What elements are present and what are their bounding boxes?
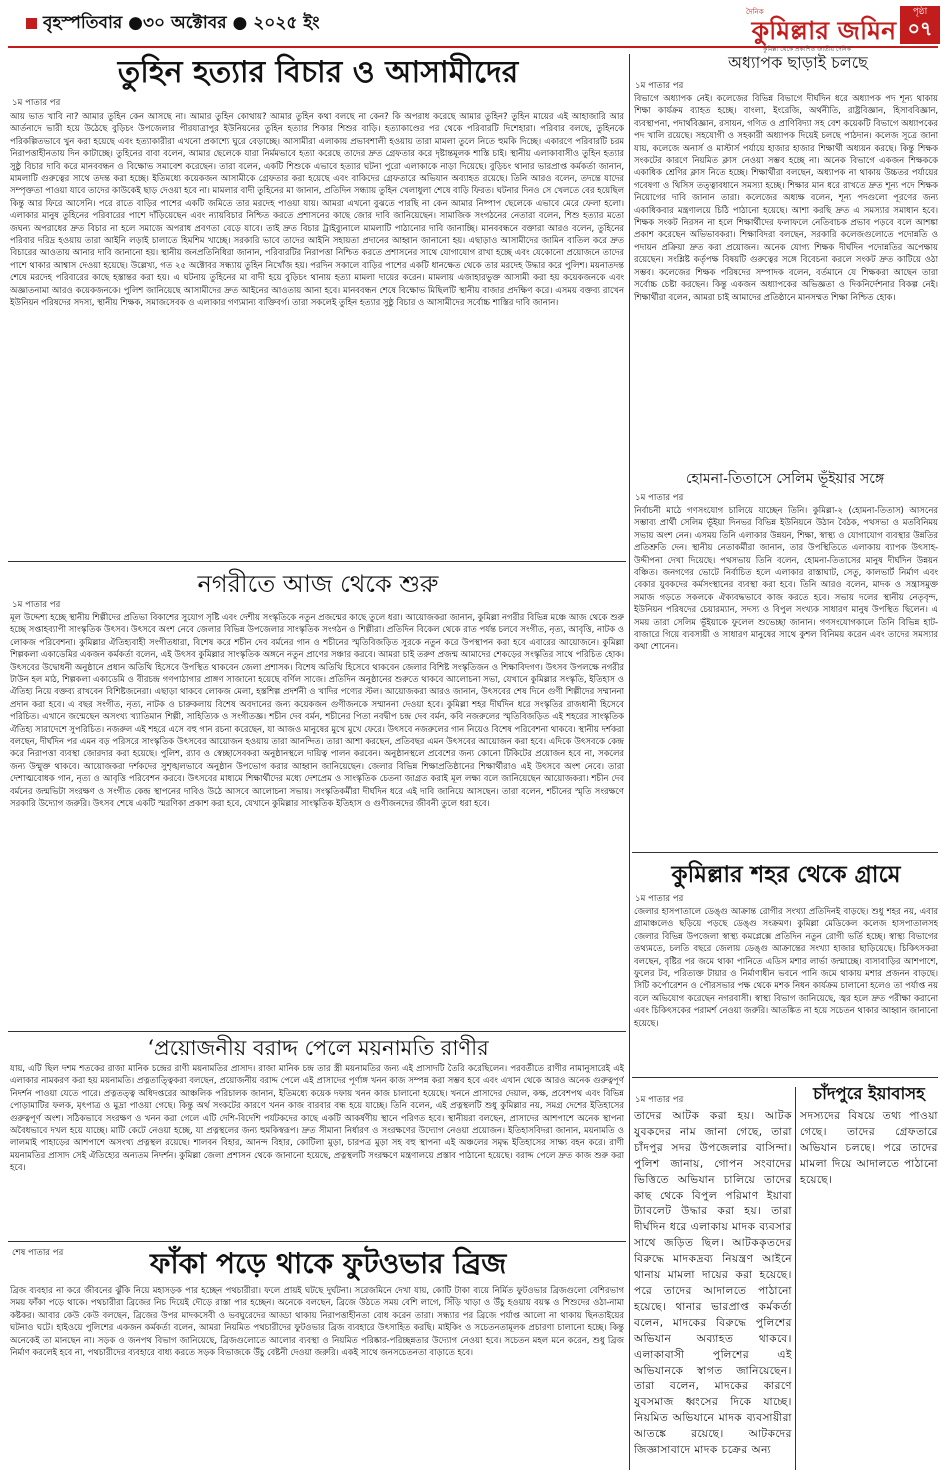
article-3-headline: ‘প্রয়োজনীয় বরাদ্দ পেলে ময়নামতি রাণীর	[147, 1036, 489, 1060]
article-5-headline: অধ্যাপক ছাড়াই চলছে	[728, 53, 868, 72]
article-6-body: নির্বাচনী মাঠে গণসংযোগ চালিয়ে যাচ্ছেন তিনি। কুমিল্লা-২ (হোমনা-তিতাস) আসনের সম্ভাব্য প্রার্থী সেলিম ভূঁইয়া দিনভর বিভিন্ন ইউনিয়নে উঠান বৈঠক, পথসভা ও মতবিনিময় সভায় অংশ নেন। এসময় তিনি এলাকার উন্নয়ন, শিক্ষা, স্বাস্থ্য ও যোগাযোগ ব্যবস্থার উন্নতির প্রতিশ্রুতি দেন। স্থানীয় নেতাকর্মীরা জানান, তার উপস্থিতিতে এলাকায় ব্যাপক উৎসাহ-উদ্দীপনা দেখা দিয়েছে। পথসভায় তিনি বলেন, হোমনা-তিতাসের মানুষ দীর্ঘদিন উন্নয়ন বঞ্চিত। জনগণের ভোটে নির্বাচিত হলে এলাকার রাস্তাঘাট, সেতু, কালভার্ট নির্মাণ এবং বেকার যুবকদের কর্মসংস্থানের ব্যবস্থা করা হবে। তিনি আরও বলেন, মাদক ও সন্ত্রাসমুক্ত সমাজ গড়তে সকলকে ঐক্যবদ্ধভাবে কাজ করতে হবে। সভায় দলের স্থানীয় নেতৃবৃন্দ, ইউনিয়ন পরিষদের চেয়ারম্যান, সদস্য ও বিপুল সংখ্যক সাধারণ মানুষ উপস্থিত ছিলেন। এ সময় তারা সেলিম ভূঁইয়াকে ফুলেল শুভেচ্ছা জানান। গণসংযোগকালে তিনি বিভিন্ন হাট-বাজারে গিয়ে ব্যবসায়ী ও সাধারণ মানুষের সাথে কুশল বিনিময় করেন এবং তাদের সমস্যার কথা শোনেন।	[634, 506, 938, 653]
page-number: ০৭	[907, 18, 933, 40]
masthead	[718, 6, 896, 53]
page-label: পৃষ্ঠা	[912, 7, 928, 17]
section-divider	[8, 561, 626, 562]
masthead-title: কুমিল্লার জমিন	[751, 16, 896, 45]
article-8-body-right: সদস্যদের বিষয়ে তথ্য পাওয়া গেছে। তাদের গ্রেফতারে অভিযান চলছে। পরে তাদের মামলা দিয়ে আদালতে পাঠানো হয়েছে।	[800, 1110, 938, 1186]
article-8-continued-label: ১ম পাতার পর	[635, 1095, 684, 1105]
section-divider	[632, 1077, 938, 1078]
masthead-prefix: দৈনিক	[746, 8, 764, 16]
article-6-headline: হোমনা-তিতাসে সেলিম ভূঁইয়ার সঙ্গে	[685, 471, 885, 487]
article-5-body: বিভাগে অধ্যাপক নেই। কলেজের বিভিন্ন বিভাগে দীর্ঘদিন ধরে অধ্যাপক পদ শূন্য থাকায় শিক্ষা কার্যক্রম ব্যাহত হচ্ছে। বাংলা, ইংরেজি, অর্থনীতি, রাষ্ট্রবিজ্ঞান, হিসাববিজ্ঞান, ব্যবস্থাপনা, পদার্থবিজ্ঞান, রসায়ন, গণিত ও প্রাণিবিদ্যা সহ বেশ কয়েকটি বিভাগে অধ্যাপকের পদ খালি রয়েছে। সহযোগী ও সহকারী অধ্যাপক দিয়েই চলছে পাঠদান। কলেজ সূত্রে জানা যায়, কলেজে অনার্স ও মাস্টার্স পর্যায়ে হাজার হাজার শিক্ষার্থী অধ্যয়ন করছে। কিন্তু শিক্ষক সংকটের কারণে নিয়মিত ক্লাস নেওয়া সম্ভব হচ্ছে না। অনেক বিভাগে একজন শিক্ষককে একাধিক শ্রেণির ক্লাস নিতে হচ্ছে। শিক্ষার্থীরা বলছেন, অধ্যাপক না থাকায় উচ্চতর পর্যায়ের গবেষণা ও থিসিস তত্ত্বাবধানে সমস্যা হচ্ছে। শিক্ষার মান ধরে রাখতে দ্রুত শূন্য পদে শিক্ষক নিয়োগের দাবি জানান তারা। কলেজের অধ্যক্ষ বলেন, শূন্য পদগুলো পূরণের জন্য একাধিকবার মন্ত্রণালয়ে চিঠি পাঠানো হয়েছে। আশা করছি দ্রুত এ সমস্যার সমাধান হবে। শিক্ষক সংকট নিরসন না হলে শিক্ষার্থীদের ফলাফলে নেতিবাচক প্রভাব পড়বে বলে আশঙ্কা প্রকাশ করেছেন অভিভাবকরা। শিক্ষাবিদরা বলছেন, সরকারি কলেজগুলোতে পদোন্নতি ও পদায়ন প্রক্রিয়া দ্রুত করা প্রয়োজন। অনেক যোগ্য শিক্ষক দীর্ঘদিন পদোন্নতির অপেক্ষায় রয়েছেন। সংশ্লিষ্ট কর্তৃপক্ষ বিষয়টি গুরুত্বের সঙ্গে বিবেচনা করলে সংকট দ্রুত কাটিয়ে ওঠা সম্ভব। কলেজের শিক্ষক পরিষদের সম্পাদক বলেন, বর্তমানে যে শিক্ষকরা আছেন তারা সর্বোচ্চ চেষ্টা করছেন। কিন্তু একজন অধ্যাপকের অভিজ্ঞতা ও দিকনির্দেশনার বিকল্প নেই। শিক্ষার্থীরা বলেন, আমরা চাই আমাদের প্রতিষ্ঠানে মানসম্মত শিক্ষা নিশ্চিত হোক।	[634, 94, 938, 303]
article-1-headline: তুহিন হত্যার বিচার ও আসামীদের	[117, 55, 519, 90]
issue-date	[26, 10, 320, 38]
article-8-headline: চাঁদপুরে ইয়াবাসহ	[813, 1084, 925, 1103]
article-6-continued-label: ১ম পাতার পর	[635, 493, 684, 503]
article-5-continued-label: ১ম পাতার পর	[635, 81, 684, 91]
article-4-headline: ফাঁকা পড়ে থাকে ফুটওভার ব্রিজ	[150, 1247, 507, 1280]
article-1-continued-label: ১ম পাতার পর	[12, 98, 61, 108]
red-square-icon	[26, 18, 37, 29]
page-number-box	[900, 6, 940, 44]
section-divider	[632, 852, 938, 853]
article-7-headline: কুমিল্লার শহর থেকে গ্রামে	[671, 861, 901, 888]
article-7-body: জেলার হাসপাতালে ডেঙ্গু আক্রান্ত রোগীর সংখ্যা প্রতিদিনই বাড়ছে। শুধু শহর নয়, এবার গ্রামাঞ্চলেও ছড়িয়ে পড়ছে ডেঙ্গু সংক্রমণ। কুমিল্লা মেডিকেল কলেজ হাসপাতালসহ জেলার বিভিন্ন উপজেলা স্বাস্থ্য কমপ্লেক্সে প্রতিদিন নতুন রোগী ভর্তি হচ্ছে। স্বাস্থ্য বিভাগের তথ্যমতে, চলতি বছরে জেলায় ডেঙ্গু আক্রান্তের সংখ্যা হাজার ছাড়িয়েছে। চিকিৎসকরা বলছেন, বৃষ্টির পর জমে থাকা পানিতে এডিস মশার লার্ভা জন্মাচ্ছে। বাসাবাড়ির আশপাশে, ফুলের টব, পরিত্যক্ত টায়ার ও নির্মাণাধীন ভবনে পানি জমে থাকায় মশার প্রজনন বাড়ছে। সিটি কর্পোরেশন ও পৌরসভার পক্ষ থেকে মশক নিধন কার্যক্রম চালানো হলেও তা পর্যাপ্ত নয় বলে অভিযোগ করেছেন নগরবাসী। স্বাস্থ্য বিভাগ জানিয়েছে, জ্বর হলে দ্রুত পরীক্ষা করানো এবং চিকিৎসকের পরামর্শ নেওয়া জরুরি। আতঙ্কিত না হয়ে সচেতন থাকার আহ্বান জানানো হয়েছে।	[634, 907, 938, 1029]
article-3-body: যায়, এটি ছিল দশম শতকের রাজা মানিক চন্দ্রের রাণী ময়নামতির প্রাসাদ। রাজা মানিক চন্দ্র তার স্ত্রী ময়নামতির জন্য এই প্রাসাদটি তৈরি করেছিলেন। পরবর্তীতে রাণীর নামানুসারেই এই এলাকার নামকরণ করা হয় ময়নামতি। প্রত্নতাত্ত্বিকরা বলছেন, প্রয়োজনীয় বরাদ্দ পেলে এই প্রাসাদের পূর্ণাঙ্গ খনন কাজ সম্পন্ন করা সম্ভব হবে এবং এখান থেকে আরও অনেক গুরুত্বপূর্ণ নিদর্শন পাওয়া যেতে পারে। প্রত্নতত্ত্ব অধিদপ্তরের আঞ্চলিক পরিচালক জানান, ইতিমধ্যে কয়েক দফায় খনন কাজ চালানো হয়েছে। খননে প্রাসাদের দেয়াল, কক্ষ, প্রবেশপথ এবং বিভিন্ন পোড়ামাটির ফলক, মৃৎপাত্র ও মুদ্রা পাওয়া গেছে। কিন্তু অর্থ সংকটের কারণে খনন কাজ বারবার বন্ধ হয়ে যাচ্ছে। তিনি বলেন, এই প্রত্নস্থলটি শুধু কুমিল্লার নয়, সমগ্র দেশের ইতিহাসের গুরুত্বপূর্ণ অংশ। সঠিকভাবে সংরক্ষণ ও খনন করা গেলে এটি দেশি-বিদেশি পর্যটকদের কাছে একটি আকর্ষণীয় স্থানে পরিণত হবে। স্থানীয়রা বলছেন, প্রাসাদের আশপাশে অনেক স্থাপনা অবৈধভাবে দখল হয়ে যাচ্ছে। মাটি কেটে নেওয়া হচ্ছে, যা প্রত্নস্থলের জন্য হুমকিস্বরূপ। দ্রুত সীমানা নির্ধারণ ও সংরক্ষণের উদ্যোগ নেওয়া প্রয়োজন। ইতিহাসবিদরা জানান, ময়নামতি ও লালমাই পাহাড়ের আশপাশে অসংখ্য প্রত্নস্থল রয়েছে। শালবন বিহার, আনন্দ বিহার, কোটিলা মুড়া, চারপত্র মুড়া সহ বহু স্থাপনা এই অঞ্চলের সমৃদ্ধ ইতিহাসের সাক্ষ্য বহন করে। রাণী ময়নামতির প্রাসাদ সেই ঐতিহ্যের অন্যতম নিদর্শন। কুমিল্লা জেলা প্রশাসন থেকে জানানো হয়েছে, প্রত্নস্থলটি সংরক্ষণে মন্ত্রণালয়ে প্রস্তাব পাঠানো হয়েছে। বরাদ্দ পেলে দ্রুত কাজ শুরু করা হবে।	[10, 1064, 624, 1174]
article-7-continued-label: ১ম পাতার পর	[635, 894, 684, 904]
article-2-continued-label: ১ম পাতার পর	[12, 600, 61, 610]
masthead-subtitle: কুমিল্লা থেকে প্রকাশিত জাতীয় দৈনিক	[763, 46, 851, 53]
article-4-continued-label: শেষ পাতার পর	[12, 1248, 64, 1258]
section-divider	[8, 1031, 626, 1032]
article-1-body: আয় ভাত খাবি না? আমার তুহিন কেন আসছে না। আমার তুহিন কোথায়? আমার তুহিন কথা বলছে না কেন? কি অপরাধ করেছে আমার তুহিন? তুহিন মায়ের এই আহাজারি আর আর্তনাদে ভারী হয়ে উঠেছে বুড়িচং উপজেলার পীরযাত্রাপুর ইউনিয়নের তুহিন হত্যার শিকার শিশুর বাড়ি। হত্যাকাণ্ডের পর থেকে পরিবারটি দিশেহারা। পরিবার বলছে, তুহিনকে পরিকল্পিতভাবে খুন করা হয়েছে এবং হত্যাকারীরা এখনো প্রকাশ্যে ঘুরে বেড়াচ্ছে। আসামীরা এলাকায় প্রভাবশালী হওয়ায় তারা মামলা তুলে নিতে হুমকি দিচ্ছে। একারণে পরিবারটি চরম নিরাপত্তাহীনতায় দিন কাটাচ্ছে। তুহিনের বাবা বলেন, আমার ছেলেকে যারা নির্মমভাবে হত্যা করেছে তাদের দ্রুত গ্রেফতার করে দৃষ্টান্তমূলক শাস্তি চাই। স্থানীয় এলাকাবাসীও তুহিন হত্যার সুষ্ঠু বিচার দাবি করে মানববন্ধন ও বিক্ষোভ সমাবেশ করেছেন। তারা বলেন, একটি শিশুকে এভাবে হত্যার ঘটনা পুরো এলাকাকে নাড়া দিয়েছে। বুড়িচং থানার ভারপ্রাপ্ত কর্মকর্তা জানান, মামলাটি গুরুত্বের সাথে তদন্ত করা হচ্ছে। ইতিমধ্যে কয়েকজন আসামীকে গ্রেফতার করা হয়েছে এবং বাকিদের গ্রেফতারে অভিযান অব্যাহত রয়েছে। তিনি আরও বলেন, তদন্তে যাদের সম্পৃক্ততা পাওয়া যাবে তাদের কাউকেই ছাড় দেওয়া হবে না। মামলার বাদী তুহিনের মা জানান, প্রতিদিন সন্ধ্যায় তুহিন খেলাধুলা শেষে বাড়ি ফিরত। ঘটনার দিনও সে খেলতে বের হয়েছিল কিন্তু আর ফিরে আসেনি। পরে রাতে বাড়ির পাশের একটি জমিতে তার মরদেহ পাওয়া যায়। আমরা এখনো বুঝতে পারছি না কেন আমার নিষ্পাপ ছেলেকে এভাবে মেরে ফেলা হলো। এলাকার মানুষ তুহিনের পরিবারের পাশে দাঁড়িয়েছেন এবং ন্যায়বিচার নিশ্চিত করতে প্রশাসনের কাছে জোর দাবি জানিয়েছেন। সামাজিক সংগঠনের নেতারা বলেন, শিশু হত্যার মতো জঘন্য অপরাধের দ্রুত বিচার না হলে সমাজে অপরাধ প্রবণতা বেড়ে যাবে। তাই দ্রুত বিচার ট্রাইব্যুনালে মামলাটি পাঠানোর দাবি জানাচ্ছি। মানববন্ধনে বক্তারা আরও বলেন, তুহিনের পরিবার দরিদ্র হওয়ায় তারা আইনি লড়াই চালাতে হিমশিম খাচ্ছে। সরকারি ভাবে তাদের আইনি সহায়তা প্রদানের আহ্বান জানানো হয়। এছাড়াও আসামীদের জামিন বাতিল করে দ্রুত বিচারের আওতায় আনার দাবি জানানো হয়। স্থানীয় জনপ্রতিনিধিরা জানান, পরিবারটির নিরাপত্তা নিশ্চিত করতে প্রশাসনের সাথে যোগাযোগ রাখা হচ্ছে এবং যেকোনো প্রয়োজনে তাদের পাশে থাকার আশ্বাস দেওয়া হয়েছে। উল্লেখ্য, গত ২৫ অক্টোবর সন্ধ্যায় তুহিন নিখোঁজ হয়। পরদিন সকালে বাড়ির পাশের একটি ধানক্ষেত থেকে তার মরদেহ উদ্ধার করে পুলিশ। ময়নাতদন্ত শেষে মরদেহ পরিবারের কাছে হস্তান্তর করা হয়। এ ঘটনায় তুহিনের মা বাদী হয়ে বুড়িচং থানায় হত্যা মামলা দায়ের করেন। মামলায় এজাহারভুক্ত আসামী করা হয় কয়েকজনকে এবং অজ্ঞাতনামা আরও কয়েকজনকে। পুলিশ জানিয়েছে আসামীদের দ্রুত আইনের আওতায় আনা হবে। মানববন্ধন শেষে বিক্ষোভ মিছিলটি স্থানীয় বাজার প্রদক্ষিণ করে। এসময় বক্তব্য রাখেন ইউনিয়ন পরিষদের সদস্য, স্থানীয় শিক্ষক, সমাজসেবক ও এলাকার গণ্যমান্য ব্যক্তিবর্গ। তারা সকলেই তুহিন হত্যার সুষ্ঠু বিচার ও আসামীদের সর্বোচ্চ শাস্তির দাবি জানান।	[10, 112, 624, 309]
article-2-headline: নগরীতে আজ থেকে শুরু	[197, 570, 439, 598]
column-divider	[629, 54, 630, 1470]
column-divider	[795, 1087, 796, 1470]
date-text: বৃহস্পতিবার ●৩০ অক্টোবর ● ২০২৫ ইং	[43, 13, 320, 33]
article-2-body: মূল উদ্দেশ্য হচ্ছে স্থানীয় শিল্পীদের প্রতিভা বিকাশের সুযোগ সৃষ্টি এবং দেশীয় সংস্কৃতিকে নতুন প্রজন্মের কাছে তুলে ধরা। আয়োজকরা জানান, কুমিল্লা নগরীর বিভিন্ন মঞ্চে আজ থেকে শুরু হচ্ছে সপ্তাহব্যাপী সাংস্কৃতিক উৎসব। উৎসবে অংশ নেবে জেলার বিভিন্ন উপজেলার সাংস্কৃতিক সংগঠন ও শিল্পীরা। প্রতিদিন বিকেল থেকে রাত পর্যন্ত চলবে সংগীত, নৃত্য, আবৃত্তি, নাটক ও লোকজ পরিবেশনা। কুমিল্লার ঐতিহ্যবাহী সংগীতধারা, বিশেষ করে শচীন দেব বর্মনের গান ও শচীনের স্মৃতিবিজড়িত সুরকে নতুন করে উপস্থাপন করা হবে এবারের আয়োজনে। কুমিল্লা শিল্পকলা একাডেমির একজন কর্মকর্তা বলেন, এই উৎসব কুমিল্লার সাংস্কৃতিক অঙ্গনে নতুন প্রাণের সঞ্চার করবে। আমরা চাই তরুণ প্রজন্ম আমাদের শেকড়ের সংস্কৃতির সাথে পরিচিত হোক। উৎসবের উদ্বোধনী অনুষ্ঠানে প্রধান অতিথি হিসেবে উপস্থিত থাকবেন জেলা প্রশাসক। বিশেষ অতিথি হিসেবে থাকবেন জেলার বিশিষ্ট সংস্কৃতিজন ও শিক্ষাবিদগণ। উৎসব উপলক্ষে নগরীর টাউন হল মাঠ, শিল্পকলা একাডেমি ও বীরচন্দ্র গণপাঠাগার প্রাঙ্গণ সাজানো হয়েছে বর্ণিল সাজে। প্রতিদিন অনুষ্ঠানের শুরুতে থাকবে আলোচনা সভা, যেখানে কুমিল্লার সংস্কৃতি, ইতিহাস ও ঐতিহ্য নিয়ে বক্তব্য রাখবেন বিশিষ্টজনেরা। এছাড়া থাকবে লোকজ মেলা, হস্তশিল্প প্রদর্শনী ও খাদির পণ্যের স্টল। আয়োজকরা আরও জানান, উৎসবের শেষ দিনে গুণী শিল্পীদের সম্মাননা প্রদান করা হবে। এ বছর সংগীত, নৃত্য, নাটক ও চারুকলায় বিশেষ অবদানের জন্য কয়েকজন গুণীজনকে সম্মাননা দেওয়া হবে। কুমিল্লা শহর দীর্ঘদিন ধরে সংস্কৃতির রাজধানী হিসেবে পরিচিত। এখানে জন্মেছেন অসংখ্য খ্যাতিমান শিল্পী, সাহিত্যিক ও সংগীতজ্ঞ। শচীন দেব বর্মন, শচীনের পিতা নবদ্বীপ চন্দ্র দেব বর্মন, কবি নজরুলের স্মৃতিবিজড়িত এই শহরের সাংস্কৃতিক ঐতিহ্য সারাদেশে সুপরিচিত। নজরুল এই শহরে এসে বহু গান রচনা করেছেন, যা আজও মানুষের মুখে মুখে ফেরে। উৎসবে নজরুলের গান নিয়েও বিশেষ পরিবেশনা থাকবে। স্থানীয় দর্শকরা বলছেন, দীর্ঘদিন পর এমন বড় পরিসরে সাংস্কৃতিক উৎসবের আয়োজন হওয়ায় তারা আনন্দিত। তারা আশা করছেন, প্রতিবছর এমন উৎসবের আয়োজন করা হবে। এদিকে উৎসবকে কেন্দ্র করে নিরাপত্তা ব্যবস্থা জোরদার করা হয়েছে। পুলিশ, র‍্যাব ও স্বেচ্ছাসেবকরা অনুষ্ঠানস্থলে দায়িত্ব পালন করবেন। অনুষ্ঠানস্থলে প্রবেশের জন্য কোনো টিকিটের প্রয়োজন হবে না, সকলের জন্য উন্মুক্ত থাকবে। আয়োজকরা দর্শকদের সুশৃঙ্খলভাবে অনুষ্ঠান উপভোগ করার আহ্বান জানিয়েছেন। জেলার বিভিন্ন শিক্ষাপ্রতিষ্ঠানের শিক্ষার্থীরাও এই উৎসবে অংশ নেবে। তারা দেশাত্মবোধক গান, নৃত্য ও আবৃত্তি পরিবেশন করবে। উৎসবের মাধ্যমে শিক্ষার্থীদের মধ্যে দেশপ্রেম ও সাংস্কৃতিক চেতনা জাগ্রত করাই মূল লক্ষ্য বলে জানিয়েছেন আয়োজকরা। শচীন দেব বর্মনের জন্মভিটা সংরক্ষণ ও সংগীত কেন্দ্র স্থাপনের দাবিও উঠে আসবে আলোচনা সভায়। সংস্কৃতিকর্মীরা দীর্ঘদিন ধরে এই দাবি জানিয়ে আসছেন। তারা বলেন, শচীনের স্মৃতি সংরক্ষণে সরকারি উদ্যোগ জরুরি। উৎসব শেষে একটি স্মরণিকা প্রকাশ করা হবে, যেখানে কুমিল্লার সাংস্কৃতিক ইতিহাস ও গুণীজনদের জীবনী তুলে ধরা হবে।	[10, 613, 624, 810]
article-4-body: ব্রিজ ব্যবহার না করে জীবনের ঝুঁকি নিয়ে মহাসড়ক পার হচ্ছেন পথচারীরা। ফলে প্রায়ই ঘটছে দুর্ঘটনা। সরেজমিনে দেখা যায়, কোটি টাকা ব্যয়ে নির্মিত ফুটওভার ব্রিজগুলো বেশিরভাগ সময় ফাঁকা পড়ে থাকে। পথচারীরা ব্রিজের নিচ দিয়েই দৌড়ে রাস্তা পার হচ্ছেন। অনেকে বলছেন, ব্রিজে উঠতে সময় বেশি লাগে, সিঁড়ি খাড়া ও উঁচু হওয়ায় বয়স্ক ও শিশুদের ওঠা-নামা কষ্টকর। আবার কেউ কেউ বলছেন, ব্রিজের উপর মাদকসেবী ও ভবঘুরেদের আড্ডা থাকায় নিরাপত্তাহীনতা বোধ করেন তারা। সন্ধ্যার পর ব্রিজে পর্যাপ্ত আলো না থাকায় ছিনতাইয়ের ঘটনাও ঘটে। হাইওয়ে পুলিশের একজন কর্মকর্তা বলেন, আমরা নিয়মিত পথচারীদের ফুটওভার ব্রিজ ব্যবহারে উৎসাহিত করছি। মাইকিং ও সচেতনতামূলক প্রচারণা চালানো হচ্ছে। কিন্তু অনেকেই তা মানছেন না। সড়ক ও জনপথ বিভাগ জানিয়েছে, ব্রিজগুলোতে আলোর ব্যবস্থা ও নিয়মিত পরিষ্কার-পরিচ্ছন্নতার উদ্যোগ নেওয়া হবে। সচেতন মহল মনে করেন, শুধু ব্রিজ নির্মাণ করলেই হবে না, পথচারীদের ব্যবহারে বাধ্য করতে সড়ক বিভাজকে উঁচু বেষ্টনী দেওয়া জরুরি। একই সাথে জনসচেতনতা বাড়াতে হবে।	[10, 1286, 624, 1359]
article-8-body-left: তাদের আটক করা হয়। আটক যুবকদের নাম জানা গেছে, তারা চাঁদপুর সদর উপজেলার বাসিন্দা। পুলিশ জানায়, গোপন সংবাদের ভিত্তিতে অভিযান চালিয়ে তাদের কাছ থেকে বিপুল পরিমাণ ইয়াবা ট্যাবলেট উদ্ধার করা হয়। তারা দীর্ঘদিন ধরে এলাকায় মাদক ব্যবসার সাথে জড়িত ছিল। আটককৃতদের বিরুদ্ধে মাদকদ্রব্য নিয়ন্ত্রণ আইনে থানায় মামলা দায়ের করা হয়েছে। পরে তাদের আদালতে পাঠানো হয়েছে। থানার ভারপ্রাপ্ত কর্মকর্তা বলেন, মাদকের বিরুদ্ধে পুলিশের অভিযান অব্যাহত থাকবে। এলাকাবাসী পুলিশের এই অভিযানকে স্বাগত জানিয়েছেন। তারা বলেন, মাদকের কারণে যুবসমাজ ধ্বংসের দিকে যাচ্ছে। নিয়মিত অভিযানে মাদক ব্যবসায়ীরা আতঙ্কে রয়েছে। আটকদের জিজ্ঞাসাবাদে মাদক চক্রের অন্য	[634, 1110, 792, 1457]
section-divider	[8, 1241, 626, 1242]
